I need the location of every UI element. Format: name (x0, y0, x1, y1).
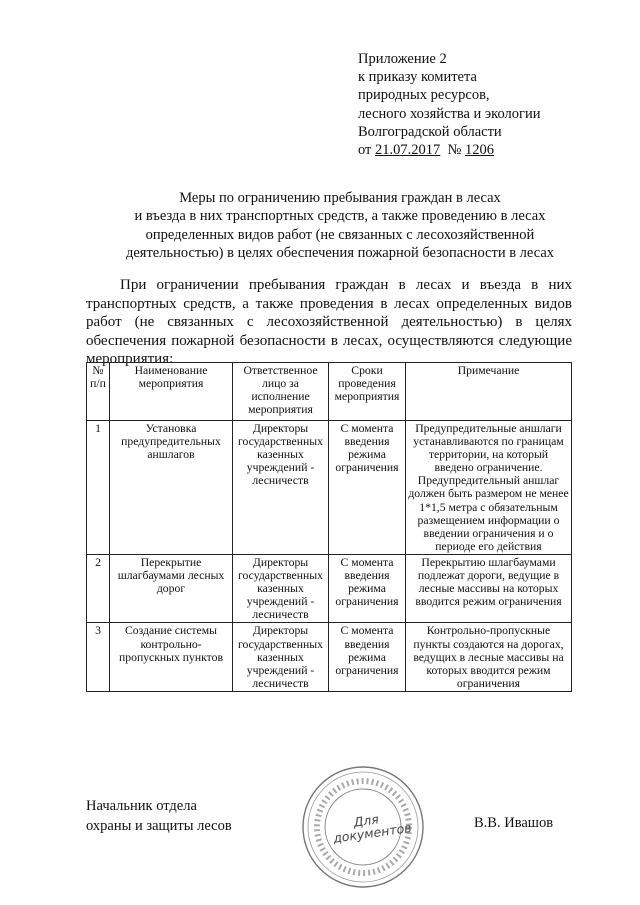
row-responsible: Директоры государственных казенных учреждений - лесничеств (233, 421, 329, 555)
position-line: Начальник отдела (86, 798, 197, 814)
appendix-line: лесного хозяйства и экологии (358, 105, 541, 122)
stamp-text: Для документов (332, 811, 413, 846)
order-date: 21.07.2017 (375, 142, 441, 159)
title-line: определенных видов работ (не связанных с лесохозяйственной (145, 226, 535, 243)
order-number: 1206 (465, 142, 494, 159)
table-header-row (87, 363, 572, 421)
appendix-line: Приложение 2 (358, 51, 447, 67)
row-name: Установка предупредительных аншлагов (110, 421, 233, 555)
header-name: Наименование мероприятия (110, 363, 233, 421)
title-line: и въезда в них транспортных средств, а также проведению в лесах (134, 208, 546, 225)
appendix-line: Волгоградской области (358, 123, 502, 140)
date-prefix: от (358, 142, 372, 159)
row-num: 3 (87, 623, 110, 691)
position-line: охраны и защиты лесов (86, 817, 232, 834)
row-term: С момента введения режима ограничения (329, 554, 406, 622)
row-term: С момента введения режима ограничения (329, 421, 406, 555)
intro-rest: транспортных средств, а также проведения в лесах определенных видов работ (не связанных с лесохозяйственной деятельностью) в целях обеспечения пожарной безопасности в лесах, осуществляются следующие мероприятия: (86, 295, 572, 368)
table-row (87, 554, 572, 622)
title-line: деятельностью) в целях обеспечения пожарной безопасности в лесах (125, 245, 555, 262)
row-name: Создание системы контрольно-пропускных пунктов (110, 623, 233, 691)
official-stamp (300, 764, 426, 890)
table-row (87, 623, 572, 691)
header-term: Сроки проведения мероприятия (329, 363, 406, 421)
signature-position (86, 797, 232, 836)
appendix-block (358, 50, 540, 159)
appendix-line: к приказу комитета (358, 69, 477, 86)
intro-paragraph (86, 276, 572, 369)
header-num: № п/п (87, 363, 110, 421)
row-term: С момента введения режима ограничения (329, 623, 406, 691)
measures-table (86, 362, 572, 692)
document-title (60, 189, 620, 263)
appendix-date-line (358, 141, 540, 159)
row-responsible: Директоры государственных казенных учреждений - лесничеств (233, 623, 329, 691)
row-num: 2 (87, 554, 110, 622)
number-prefix: № (447, 142, 462, 159)
row-responsible: Директоры государственных казенных учреждений - лесничеств (233, 554, 329, 622)
row-note: Предупредительные аншлаги устанавливаются по границам территории, на который введено ограничение. Предупредительный аншлаг должен быть размером не менее 1*1,5 метра с обязательным размещением информации о введении ограничения и о периоде его действия (406, 421, 572, 555)
table-row (87, 421, 572, 555)
appendix-line: природных ресурсов, (358, 87, 490, 104)
row-name: Перекрытие шлагбаумами лесных дорог (110, 554, 233, 622)
row-num: 1 (87, 421, 110, 555)
row-note: Перекрытию шлагбаумами подлежат дороги, ведущие в лесные массивы на которых вводится режим ограничения (406, 554, 572, 622)
row-note: Контрольно-пропускные пункты создаются на дорогах, ведущих в лесные массивы на которых вводится режим ограничения (406, 623, 572, 691)
header-note: Примечание (406, 363, 572, 421)
intro-first-line: При ограничении пребывания граждан в лесах и въезда в них (120, 277, 572, 293)
title-line: Меры по ограничению пребывания граждан в лесах (179, 190, 501, 206)
signatory-name: В.В. Ивашов (474, 815, 554, 831)
header-responsible: Ответственное лицо за исполнение мероприятия (233, 363, 329, 421)
